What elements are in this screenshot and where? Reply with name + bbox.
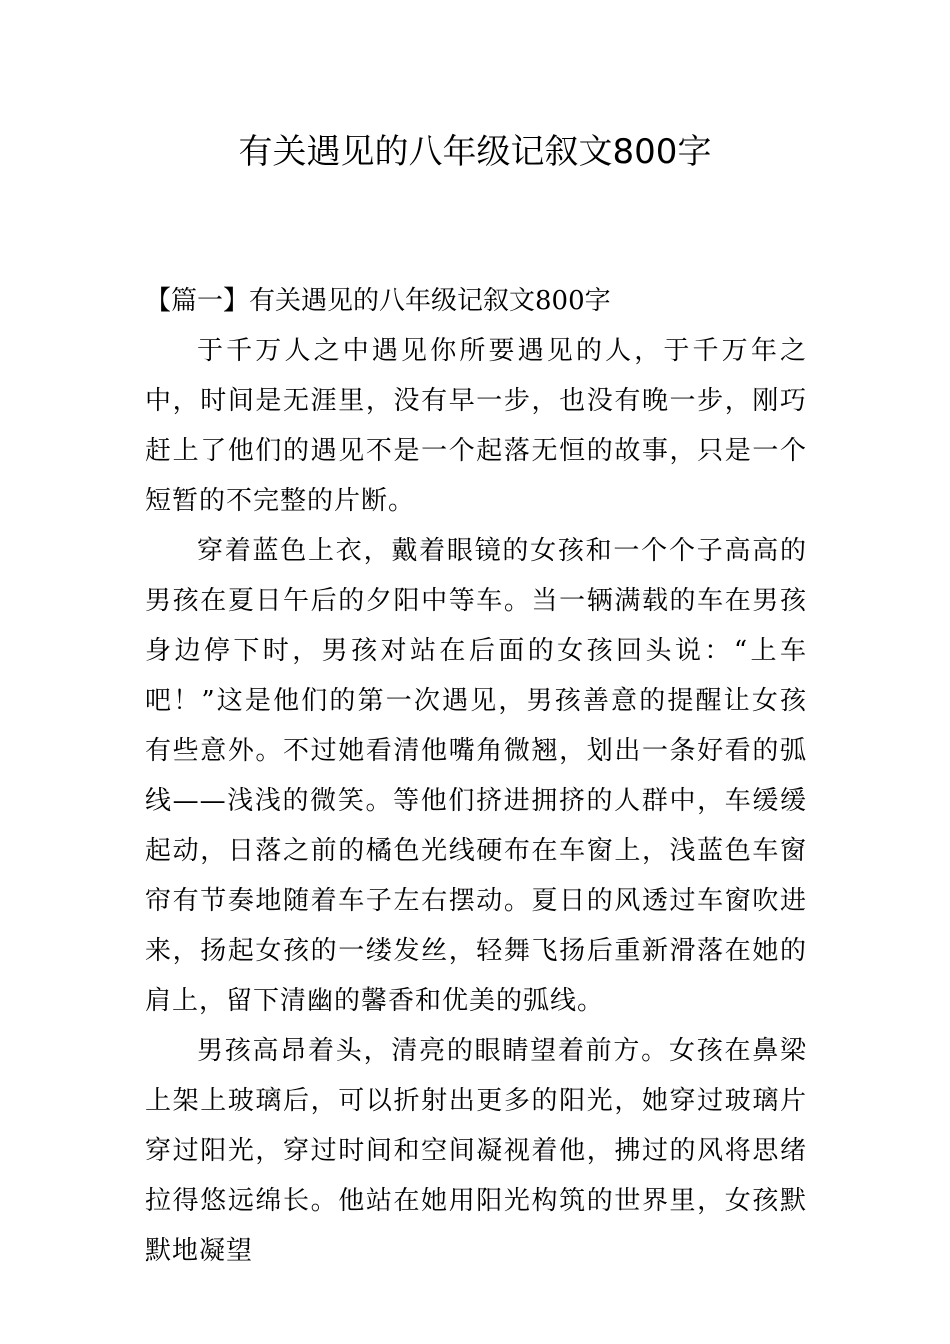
paragraph-1: 于千万人之中遇见你所要遇见的人，于千万年之中，时间是无涯里，没有早一步，也没有晚一步，刚巧赶上了他们的遇见不是一个起落无恒的故事，只是一个短暂的不完整的片断。	[145, 336, 807, 516]
paragraph-3: 男孩高昂着头，清亮的眼睛望着前方。女孩在鼻梁上架上玻璃后，可以折射出更多的阳光，她穿过玻璃片穿过阳光，穿过时间和空间凝视着他，拂过的风将思绪拉得悠远绵长。他站在她用阳光构筑的世界里，女孩默默地凝望	[145, 1036, 807, 1266]
document-body	[145, 276, 807, 1276]
paragraph-2: 穿着蓝色上衣，戴着眼镜的女孩和一个个子高高的男孩在夏日午后的夕阳中等车。当一辆满载的车在男孩身边停下时，男孩对站在后面的女孩回头说：“上车吧！”这是他们的第一次遇见，男孩善意的提醒让女孩有些意外。不过她看清他嘴角微翘，划出一条好看的弧线——浅浅的微笑。等他们挤进拥挤的人群中，车缓缓起动，日落之前的橘色光线硬布在车窗上，浅蓝色车窗帘有节奏地随着车子左右摆动。夏日的风透过车窗吹进来，扬起女孩的一缕发丝，轻舞飞扬后重新滑落在她的肩上，留下清幽的馨香和优美的弧线。	[145, 536, 807, 1016]
section-heading: 【篇一】有关遇见的八年级记叙文800字	[145, 286, 611, 316]
document-title: 有关遇见的八年级记叙文800字	[238, 132, 712, 172]
